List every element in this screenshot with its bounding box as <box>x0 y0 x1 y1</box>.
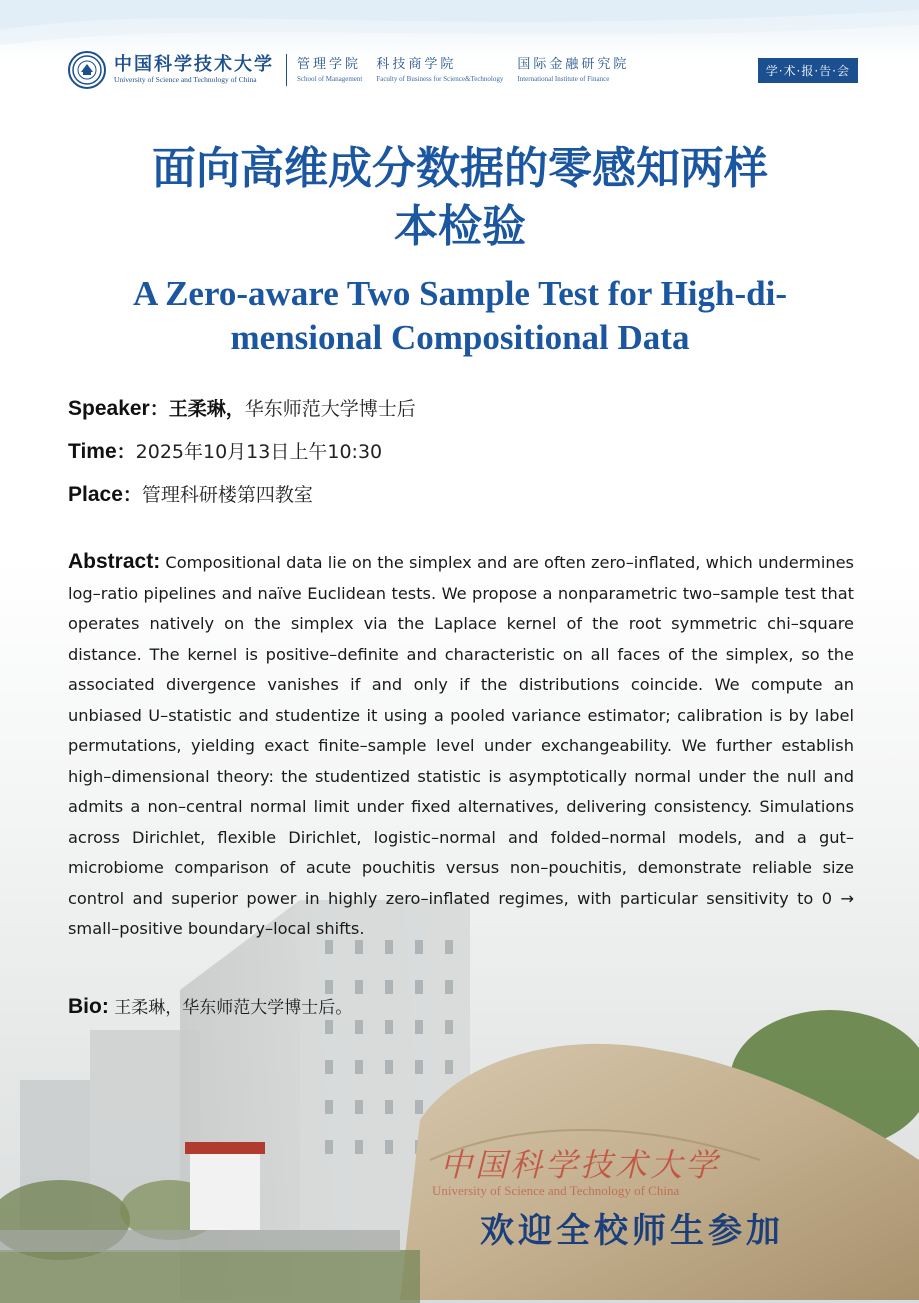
place-separator: ： <box>122 484 142 506</box>
school-name-cn: 国际金融研究院 <box>517 57 630 72</box>
rock-inscription-en: University of Science and Technology of China <box>432 1183 680 1198</box>
title-chinese <box>60 140 860 256</box>
time-row <box>68 439 382 465</box>
bio-label: Bio: <box>68 995 109 1018</box>
place-row <box>68 482 313 508</box>
time-label: Time <box>68 440 117 463</box>
school-name-en: International Institute of Finance <box>517 75 610 83</box>
school-name-cn: 科技商学院 <box>376 57 457 72</box>
school-business-science-tech <box>376 56 503 84</box>
university-name-cn: 中国科学技术大学 <box>114 54 274 75</box>
title-en-line1: A Zero-aware Two Sample Test for High-di- <box>132 274 787 313</box>
welcome-text: 欢迎全校师生参加 <box>480 1211 784 1251</box>
place-label: Place <box>68 483 123 506</box>
university-seal-icon <box>68 51 106 89</box>
speaker-affiliation: 华东师范大学博士后 <box>244 398 416 420</box>
university-logo-text <box>114 55 274 85</box>
abstract-label: Abstract: <box>68 550 161 573</box>
speaker-name: 王柔琳， <box>168 398 245 420</box>
speaker-row <box>68 396 416 422</box>
poster-header <box>68 50 858 90</box>
university-name-en: University of Science and Technology of China <box>114 75 257 84</box>
abstract-paragraph <box>68 547 854 945</box>
title-english <box>60 272 860 360</box>
bio-text: 王柔琳，华东师范大学博士后。 <box>114 998 353 1018</box>
time-value: 2025年10月13日上午10:30 <box>135 441 383 463</box>
school-name-cn: 管理学院 <box>297 57 362 72</box>
title-cn-line2: 本检验 <box>394 201 526 252</box>
abstract-text: Compositional data lie on the simplex and are often zero–inflated, which undermines log–ratio pipelines and naïve Euclidean tests. We propose a nonparametric two–sample test that operates natively on the simplex via the Laplace kernel of the root symmetric chi–square distance. The kernel is positive–definite and characteristic on all faces of the simplex, so the associated divergence vanishes if and only if the distributions coincide. We compute an unbiased U–statistic and studentize it using a pooled variance estimator; calibration is by label permutations, yielding exact finite–sample level under exchangeability. We further establish high–dimensional theory: the studentized statistic is asymptotically normal under the null and admits a non–central normal limit under fixed alternatives, delivering consistency. Simulations across Dirichlet, flexible Dirichlet, logistic–normal and folded–normal models, and a gut–microbiome comparison of acute pouchitis versus non–pouchitis, demonstrate reliable size control and superior power in highly zero–inflated regimes, with particular sensitivity to 0 → small–positive boundary–local shifts. <box>68 553 854 938</box>
header-divider <box>286 54 287 86</box>
school-name-en: School of Management <box>297 75 363 83</box>
school-name-en: Faculty of Business for Science&Technology <box>376 75 504 83</box>
time-separator: ： <box>116 441 136 463</box>
speaker-label: Speaker <box>68 397 150 420</box>
school-management <box>297 56 362 84</box>
bio-paragraph <box>68 993 352 1022</box>
title-cn-line1: 面向高维成分数据的零感知两样 <box>152 143 768 194</box>
rock-inscription-cn: 中国科学技术大学 <box>440 1146 721 1184</box>
speaker-separator: ： <box>149 398 169 420</box>
place-value: 管理科研楼第四教室 <box>141 484 313 506</box>
school-finance-institute <box>517 56 629 84</box>
series-badge: 学·术·报·告·会 <box>758 58 858 83</box>
title-en-line2: mensional Compositional Data <box>230 318 690 357</box>
